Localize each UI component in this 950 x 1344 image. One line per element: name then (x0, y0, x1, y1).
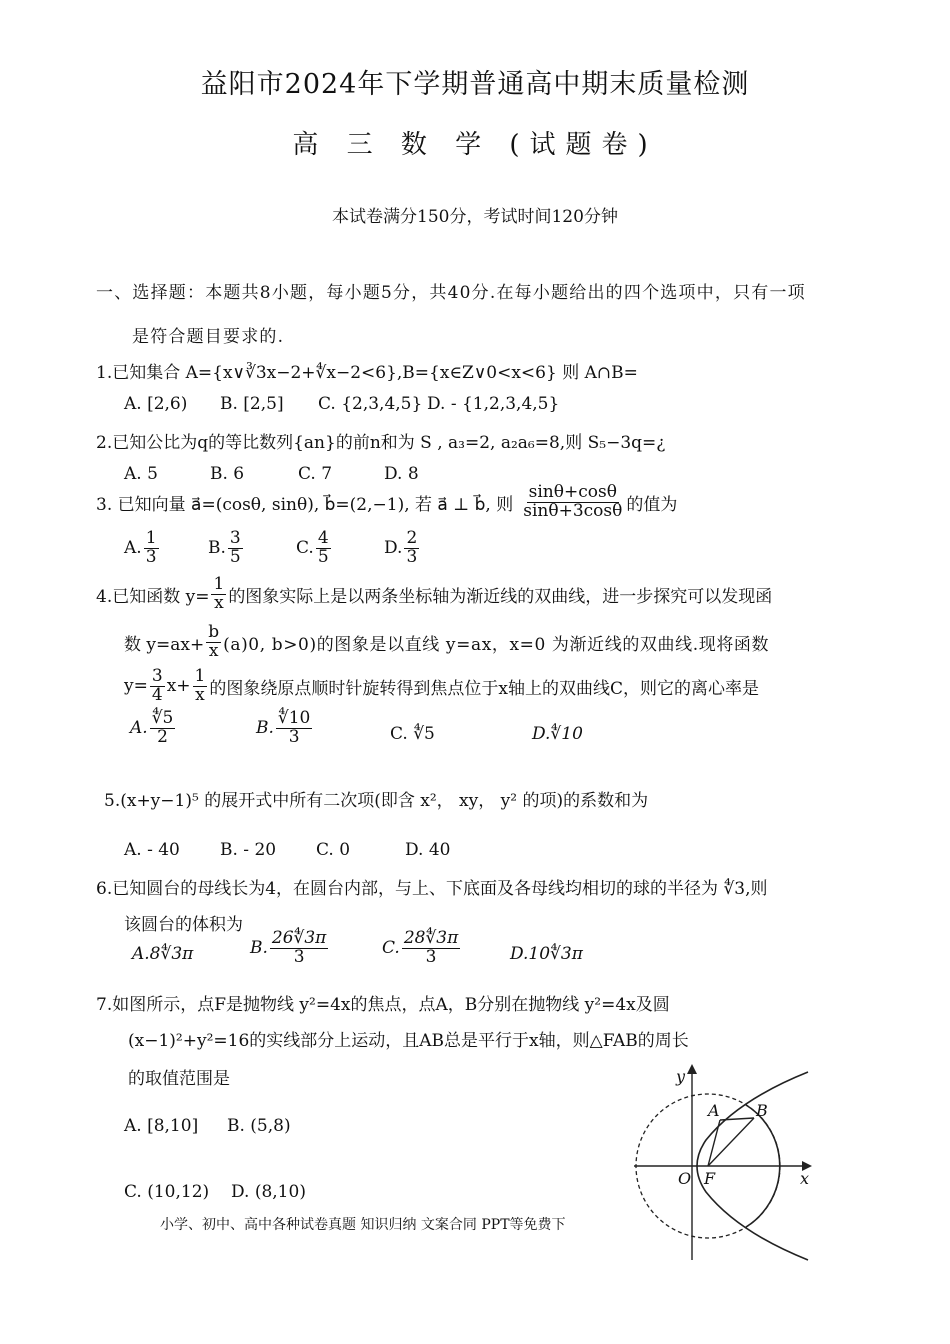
q1-option-a: A. [2,6) (124, 394, 188, 414)
q4-option-c: C. ∜5 (390, 724, 435, 744)
question-4-line1 (96, 576, 772, 613)
q7-option-c: C. (10,12) (124, 1182, 210, 1202)
q4-l3-b: 的图象绕原点顺时针旋转得到焦点位于x轴上的双曲线C，则它的离心率是 (209, 678, 759, 699)
q3-frac-den: sinθ+3cosθ (523, 500, 623, 521)
q7-option-a: A. [8,10] (124, 1116, 199, 1136)
q4-option-b-label: B. (256, 718, 274, 739)
q3-option-b-label: B. (208, 538, 226, 559)
q5-option-c: C. 0 (316, 840, 351, 860)
q4-l3-num2: 1 (194, 666, 206, 686)
q4-option-a-num: ∜5 (151, 708, 174, 728)
q4-l3-frac2 (193, 668, 208, 705)
q4-l3-den2: x (195, 684, 205, 705)
parabola-circle-figure (628, 1060, 818, 1266)
q6-option-a: A.8∜3π (132, 944, 194, 964)
q1-option-c: C. {2,3,4,5} (318, 394, 423, 414)
q3-option-c (296, 530, 333, 567)
question-6-line1: 6.已知圆台的母线长为4，在圆台内部，与上、下底面及各母线均相切的球的半径为 ∜3,则 (96, 879, 768, 899)
q3-option-b (208, 530, 245, 567)
figure-y-label: y (676, 1067, 686, 1086)
figure-point-a-label: A (708, 1101, 720, 1120)
question-7-line1: 7.如图所示，点F是抛物线 y²=4x的焦点，点A，B分别在抛物线 y²=4x及圆 (96, 995, 670, 1015)
q1-option-b: B. [2,5] (220, 394, 284, 414)
q6-option-d: D.10∜3π (510, 944, 583, 964)
segment-ab (720, 1118, 754, 1120)
question-1: 1.已知集合 A={x∨∛3x−2+∜x−2<6},B={x∈Z∨0<x<6} 则 A∩B= (96, 363, 638, 383)
q4-l3-den1: 4 (151, 684, 163, 705)
q4-l2-frac (206, 624, 221, 661)
q4-option-b-den: 3 (288, 726, 300, 747)
q4-l1-num: 1 (213, 574, 225, 594)
q6-option-b-den: 3 (293, 946, 305, 967)
q4-l1-den: x (214, 592, 224, 613)
q3-option-a-num: 1 (145, 528, 157, 548)
q3-option-c-den: 5 (317, 546, 329, 567)
footer-text: 小学、初中、高中各种试卷真题 知识归纳 文案合同 PPT等免费下 (160, 1217, 566, 1233)
q6-option-c-den: 3 (425, 946, 437, 967)
q4-l2-b: (a)0, b>0)的图象是以直线 y=ax，x=0 为渐近线的双曲线.现将函数 (223, 634, 770, 655)
q4-l3-num1: 3 (151, 666, 163, 686)
q6-option-b-frac (270, 930, 328, 967)
q3-option-a-label: A. (124, 538, 142, 559)
question-7-line2: (x−1)²+y²=16的实线部分上运动，且AB总是平行于x轴，则△FAB的周长 (128, 1031, 689, 1051)
figure-x-label: x (800, 1169, 810, 1188)
exam-note: 本试卷满分150分，考试时间120分钟 (332, 207, 618, 227)
q3-option-c-label: C. (296, 538, 314, 559)
q3-option-d-label: D. (384, 538, 403, 559)
q6-option-c-num: 28∜3π (403, 928, 459, 948)
q6-option-b-num: 26∜3π (271, 928, 327, 948)
q2-option-c: C. 7 (298, 464, 333, 484)
q3-option-b-frac (228, 530, 243, 567)
q4-l1-b: 的图象实际上是以两条坐标轴为渐近线的双曲线，进一步探究可以发现函 (228, 586, 773, 607)
q5-option-d: D. 40 (405, 840, 451, 860)
q4-l3-a: y= (124, 676, 148, 697)
q3-option-c-frac (316, 530, 331, 567)
section-heading-cont: 是符合题目要求的. (132, 327, 285, 347)
q4-l2-a: 数 y=ax+ (124, 634, 205, 655)
q3-option-d (384, 530, 421, 567)
q1-option-d: D. - {1,2,3,4,5} (427, 394, 560, 414)
q3-option-b-den: 5 (229, 546, 241, 567)
q4-l1-a: 4.已知函数 y= (96, 586, 210, 607)
page-title: 益阳市2024年下学期普通高中期末质量检测 (200, 69, 750, 100)
q3-prefix: 3. 已知向量 a⃗=(cosθ, sinθ), b⃗=(2,−1), 若 a⃗ ⊥ b⃗, 则 (96, 494, 514, 515)
section-heading: 一、选择题：本题共8小题，每小题5分，共40分.在每小题给出的四个选项中，只有一项 (96, 283, 806, 303)
q4-option-b (256, 710, 314, 747)
q4-option-a (130, 710, 177, 747)
q6-option-b-label: B. (250, 938, 268, 959)
q3-option-a (124, 530, 161, 567)
question-4-line3 (124, 668, 759, 705)
q7-option-d: D. (8,10) (231, 1182, 306, 1202)
q4-option-d: D.∜10 (532, 724, 583, 744)
q3-suffix: 的值为 (626, 494, 678, 515)
q4-option-b-frac (276, 710, 312, 747)
q6-option-c-label: C. (382, 938, 400, 959)
question-6-line2: 该圆台的体积为 (124, 915, 243, 935)
q3-option-a-frac (144, 530, 159, 567)
q2-option-a: A. 5 (124, 464, 158, 484)
question-2: 2.已知公比为q的等比数列{an}的前n和为 S , a₃=2, a₂a₆=8,则 S₅−3q=¿ (96, 433, 666, 453)
q3-fraction (521, 484, 624, 521)
y-axis-arrow (687, 1064, 697, 1074)
question-3 (96, 484, 677, 521)
figure-focus-label: F (704, 1169, 716, 1188)
q5-option-a: A. - 40 (124, 840, 180, 860)
q4-l1-frac (211, 576, 226, 613)
question-4-line2 (124, 624, 769, 661)
figure-origin-label: O (678, 1169, 692, 1188)
q5-option-b: B. - 20 (220, 840, 277, 860)
q7-option-b: B. (5,8) (227, 1116, 291, 1136)
q3-option-d-frac (404, 530, 419, 567)
page-subtitle: 高 三 数 学 (试题卷) (292, 130, 658, 160)
q2-option-b: B. 6 (210, 464, 245, 484)
q4-l2-den: x (208, 640, 219, 661)
question-7-line3: 的取值范围是 (128, 1069, 230, 1089)
q6-option-c-frac (402, 930, 460, 967)
q4-l3-frac1 (150, 668, 165, 705)
q4-l2-num: b (208, 622, 220, 642)
q6-option-c (382, 930, 462, 967)
q4-option-b-num: ∜10 (277, 708, 311, 728)
q3-option-d-den: 3 (406, 546, 418, 567)
q4-option-a-label: A. (130, 718, 148, 739)
q6-option-b (250, 930, 330, 967)
figure-point-b-label: B (756, 1101, 768, 1120)
q4-option-a-den: 2 (157, 726, 168, 747)
q4-option-a-frac (150, 710, 176, 747)
q3-frac-num: sinθ+cosθ (528, 482, 617, 502)
question-5: 5.(x+y−1)⁵ 的展开式中所有二次项(即含 x²， xy， y² 的项)的系数和为 (104, 791, 649, 811)
q3-option-c-num: 4 (317, 528, 329, 548)
q3-option-b-num: 3 (229, 528, 241, 548)
q2-option-d: D. 8 (384, 464, 419, 484)
q4-l3-mid: x+ (166, 676, 191, 697)
q3-option-a-den: 3 (145, 546, 157, 567)
q3-option-d-num: 2 (406, 528, 418, 548)
